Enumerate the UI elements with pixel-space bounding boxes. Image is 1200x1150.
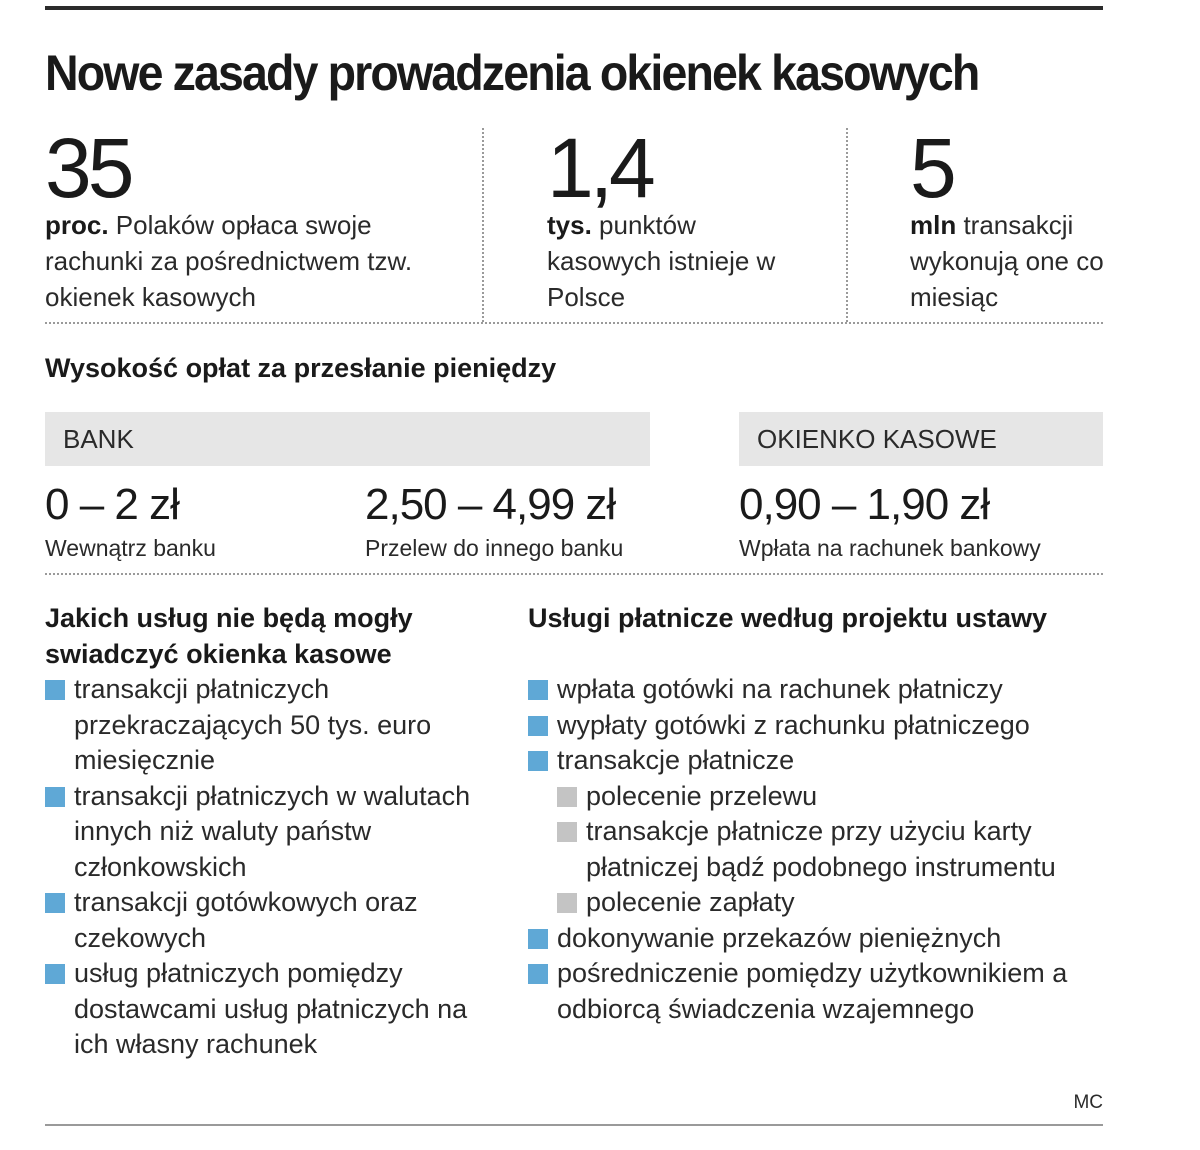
section-divider	[45, 573, 1103, 575]
square-bullet-icon	[45, 893, 65, 913]
okienko-header: OKIENKO KASOWE	[739, 412, 1103, 466]
fee-label: Wpłata na rachunek bankowy	[739, 535, 1041, 561]
right-column-title: Usługi płatnicze według projektu ustawy	[528, 603, 1048, 633]
list-item: transakcje płatnicze	[528, 743, 1103, 779]
list-item: wypłaty gotówki z rachunku płatniczego	[528, 708, 1103, 744]
fee-label: Wewnątrz banku	[45, 535, 216, 561]
square-bullet-icon	[557, 893, 577, 913]
stat-divider	[482, 128, 484, 322]
stat-number: 35	[45, 121, 131, 215]
stat-unit: tys.	[547, 210, 592, 240]
top-rule	[45, 6, 1103, 10]
list-item: transakcji gotówkowych oraz czekowych	[45, 885, 485, 956]
square-bullet-icon	[45, 680, 65, 700]
stat-unit: mln	[910, 210, 957, 240]
square-bullet-icon	[45, 787, 65, 807]
stat-unit: proc.	[45, 210, 109, 240]
left-column-title: Jakich usług nie będą mogły swiadczyć okienka kasowe	[45, 603, 413, 669]
list-item: transakcji płatniczych przekraczających 50 tys. euro miesięcznie	[45, 672, 485, 779]
square-bullet-icon	[528, 964, 548, 984]
right-list	[528, 672, 1103, 1027]
stat-description	[910, 207, 1110, 315]
stat-text: Polaków opłaca swoje rachunki za pośrednictwem tzw. okienek kasowych	[45, 210, 413, 312]
stat-number: 1,4	[547, 121, 652, 215]
list-item: pośredniczenie pomiędzy użytkownikiem a odbiorcą świadczenia wzajemnego	[528, 956, 1103, 1027]
stat-text: punktów kasowych istnieje w Polsce	[547, 210, 776, 312]
stat-text: transakcji wykonują one co miesiąc	[910, 210, 1104, 312]
square-bullet-icon	[557, 822, 577, 842]
list-item: usług płatniczych pomiędzy dostawcami usług płatniczych na ich własny rachunek	[45, 956, 485, 1063]
square-bullet-icon	[528, 680, 548, 700]
sub-list-item: transakcje płatnicze przy użyciu karty płatniczej bądź podobnego instrumentu	[528, 814, 1103, 885]
section-divider	[45, 322, 1103, 324]
square-bullet-icon	[557, 787, 577, 807]
fee-amount: 0,90 – 1,90 zł	[739, 480, 990, 529]
page-title: Nowe zasady prowadzenia okienek kasowych	[45, 45, 979, 101]
left-list	[45, 672, 485, 1063]
stat-description	[45, 207, 465, 315]
fee-label: Przelew do innego banku	[365, 535, 624, 561]
bank-header: BANK	[45, 412, 650, 466]
square-bullet-icon	[45, 964, 65, 984]
fee-amount: 2,50 – 4,99 zł	[365, 480, 616, 529]
square-bullet-icon	[528, 751, 548, 771]
stat-number: 5	[910, 121, 953, 215]
square-bullet-icon	[528, 929, 548, 949]
stat-description	[547, 207, 817, 315]
list-item: transakcji płatniczych w walutach innych niż waluty państw członkowskich	[45, 779, 485, 886]
sub-list-item: polecenie przelewu	[528, 779, 1103, 815]
fee-amount: 0 – 2 zł	[45, 480, 179, 529]
fees-title: Wysokość opłat za przesłanie pieniędzy	[45, 353, 557, 383]
square-bullet-icon	[528, 716, 548, 736]
list-item: wpłata gotówki na rachunek płatniczy	[528, 672, 1103, 708]
list-item: dokonywanie przekazów pieniężnych	[528, 921, 1103, 957]
bottom-rule	[45, 1124, 1103, 1126]
stat-divider	[846, 128, 848, 322]
author-credit: MC	[1073, 1092, 1103, 1113]
sub-list-item: polecenie zapłaty	[528, 885, 1103, 921]
